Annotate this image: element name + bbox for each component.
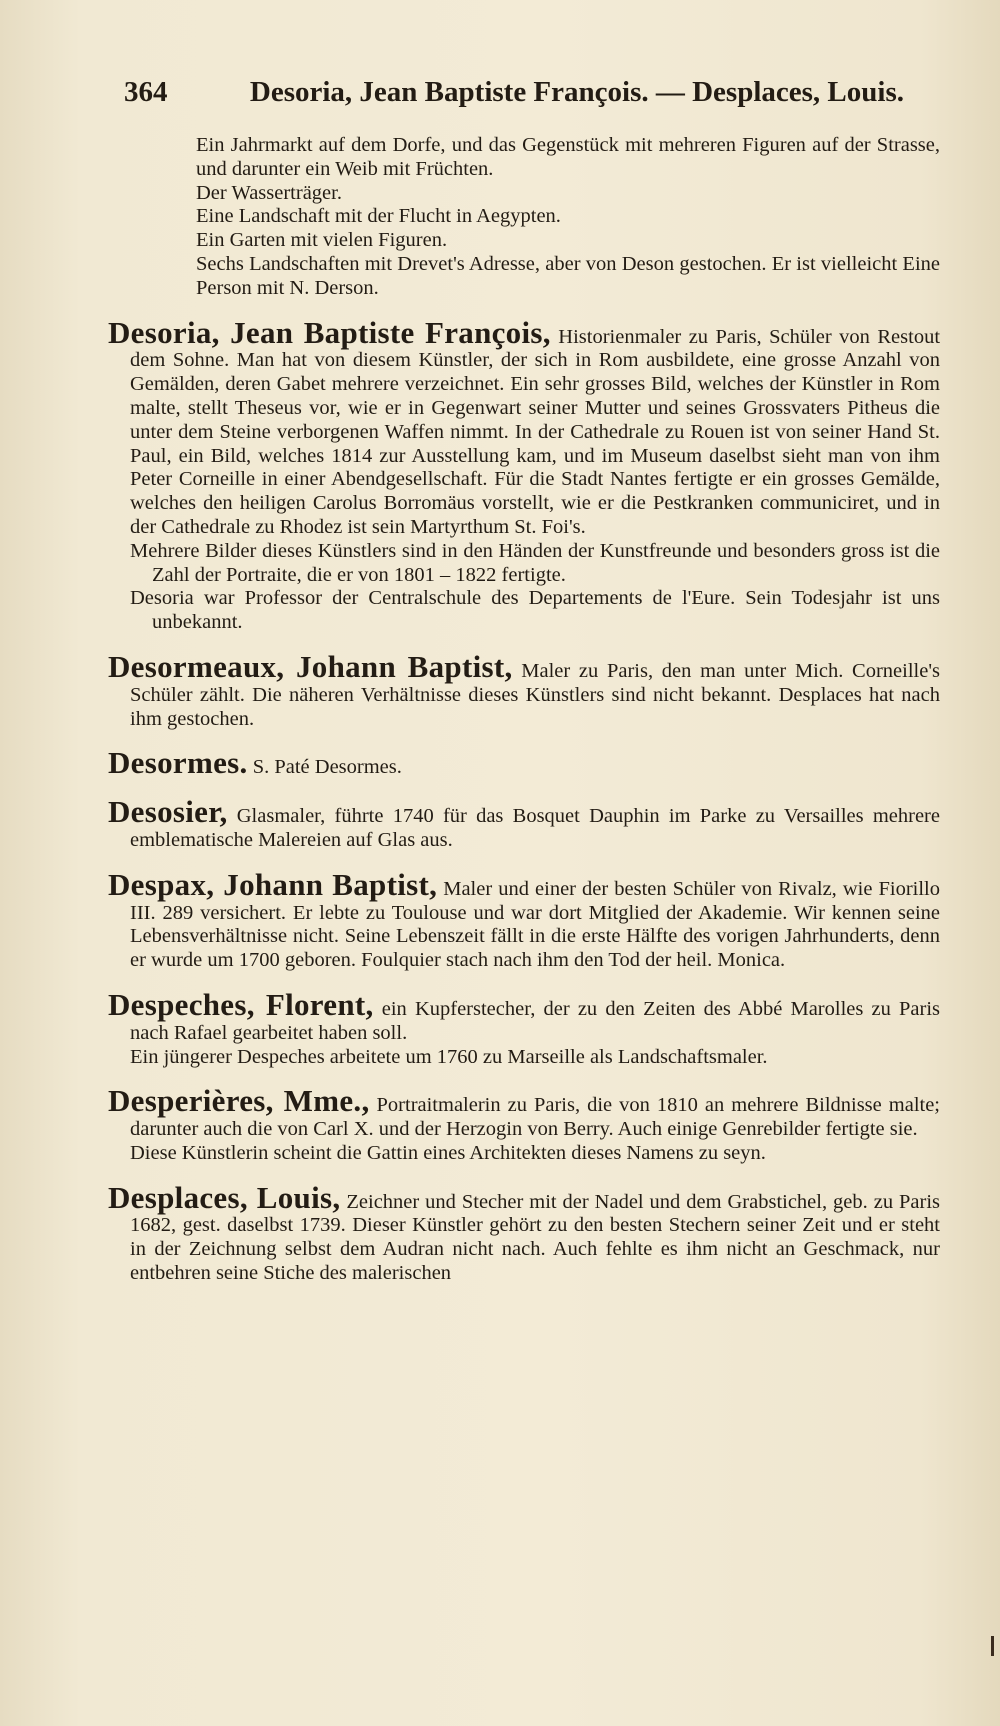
list-item: Sechs Landschaften mit Drevet's Adresse, aber von Deson gestochen. Er ist vielleicht Eine Person mit N. Derson. — [196, 252, 940, 299]
entry-headword: Desoria, Jean Baptiste François, — [108, 314, 551, 350]
entry-text: S. Paté Desormes. — [252, 756, 402, 779]
entry-desplaces — [108, 1179, 941, 1286]
page-body — [108, 134, 940, 1306]
preceding-list — [108, 134, 940, 301]
entry-headword: Desperières, Mme., — [108, 1083, 370, 1119]
entry-text: Desoria war Professor der Centralschule des Departements de l'Eure. Sein Todesjahr ist uns unbekannt. — [130, 587, 940, 634]
entry-headword: Desormeaux, Johann Baptist, — [108, 648, 513, 684]
page-edge-mark — [991, 1636, 994, 1656]
entry-text: ein Kupferstecher, der zu den Zeiten des Abbé Marolles zu Paris nach Rafael gearbeitet haben soll. — [130, 997, 941, 1044]
entry-despeches — [108, 986, 941, 1069]
entry-text: Ein jüngerer Despeches arbeitete um 1760 zu Marseille als Landschaftsmaler. — [130, 1045, 768, 1068]
entry-text: Diese Künstlerin scheint die Gattin eines Architekten dieses Namens zu seyn. — [130, 1141, 766, 1164]
entry-headword: Despax, Johann Baptist, — [108, 866, 438, 902]
entry-desormeaux — [108, 648, 941, 731]
entry-text: Historienmaler zu Paris, Schüler von Restout dem Sohne. Man hat von diesem Künstler, der sich in Rom ausbildete, eine grosse Anzahl von Gemälden, deren Gabet mehrere verzeichnet. Ein sehr grosses Bild, welches der Künstler in Rom malte, stellt Theseus vor, wie er in Gegenwart seiner Mutter und seines Grossvaters Pitheus die unter dem Steine verborgenen Waffen nimmt. In der Cathedrale zu Rouen ist von seiner Hand St. Paul, ein Bild, welches 1814 zur Ausstellung kam, und im Museum daselbst sieht man von ihm Peter Corneille in einer Abendgesellschaft. Für die Stadt Nantes fertigte er ein grosses Gemälde, welches den heiligen Carolus Borromäus vorstellt, wie er die Pestkranken communiciret, und in der Cathedrale zu Rhodez ist sein Martyrthum St. Foi's. — [130, 325, 941, 538]
list-item: Ein Jahrmarkt auf dem Dorfe, und das Gegenstück mit mehreren Figuren auf der Strasse, und darunter ein Weib mit Früchten. — [196, 134, 940, 180]
entry-headword: Desosier, — [108, 794, 228, 830]
entry-text: Zeichner und Stecher mit der Nadel und dem Grabstichel, geb. zu Paris 1682, gest. daselbst 1739. Dieser Künstler gehört zu den besten Stechern seiner Zeit und er steht in der Zeichnung selbst dem Audran nicht nach. Auch fehlte es ihm nicht an Geschmack, nur entbehren seine Stiche des malerischen — [130, 1190, 941, 1285]
entry-despax — [108, 866, 940, 973]
entry-headword: Desplaces, Louis, — [108, 1179, 341, 1215]
page-header — [124, 76, 904, 109]
entry-text: Glasmaler, führte 1740 für das Bosquet Dauphin im Parke zu Versailles mehrere emblematische Malereien auf Glas aus. — [130, 805, 940, 851]
list-item: Der Wasserträger. — [196, 181, 342, 204]
running-title: Desoria, Jean Baptiste François. — Desplaces, Louis. — [249, 76, 904, 108]
entry-text: Portraitmalerin zu Paris, die von 1810 an mehrere Bildnisse malte; darunter auch die von Carl X. und der Herzogin von Berry. Auch einige Genrebilder fertigte sie. — [130, 1094, 941, 1141]
entry-text: Maler zu Paris, den man unter Mich. Corneille's Schüler zählt. Die näheren Verhältnisse dieses Künstlers sind nicht bekannt. Desplaces hat nach ihm gestochen. — [130, 659, 941, 730]
entry-desosier — [108, 794, 940, 853]
entry-headword: Desormes. — [108, 745, 248, 781]
page-number: 364 — [124, 76, 168, 108]
entry-desperieres — [108, 1083, 941, 1165]
list-item: Ein Garten mit vielen Figuren. — [196, 229, 448, 252]
entry-text: Mehrere Bilder dieses Künstlers sind in den Händen der Kunstfreunde und besonders gross ist die Zahl der Portraite, die er von 1801 – 1822 fertigte. — [130, 539, 940, 586]
entry-desormes — [108, 745, 940, 781]
list-item: Eine Landschaft mit der Flucht in Aegypten. — [196, 205, 561, 228]
entry-headword: Despeches, Florent, — [108, 986, 374, 1022]
entry-desoria — [108, 314, 941, 635]
entry-text: Maler und einer der besten Schüler von Rivalz, wie Fiorillo III. 289 versichert. Er lebte zu Toulouse und war dort Mitglied der Akademie. Wir kennen seine Lebensverhältnisse nicht. Seine Lebenszeit fällt in die erste Hälfte des vorigen Jahrhunderts, denn er wurde um 1700 geboren. Foulquier stach nach ihm den Tod der heil. Monica. — [130, 877, 940, 972]
